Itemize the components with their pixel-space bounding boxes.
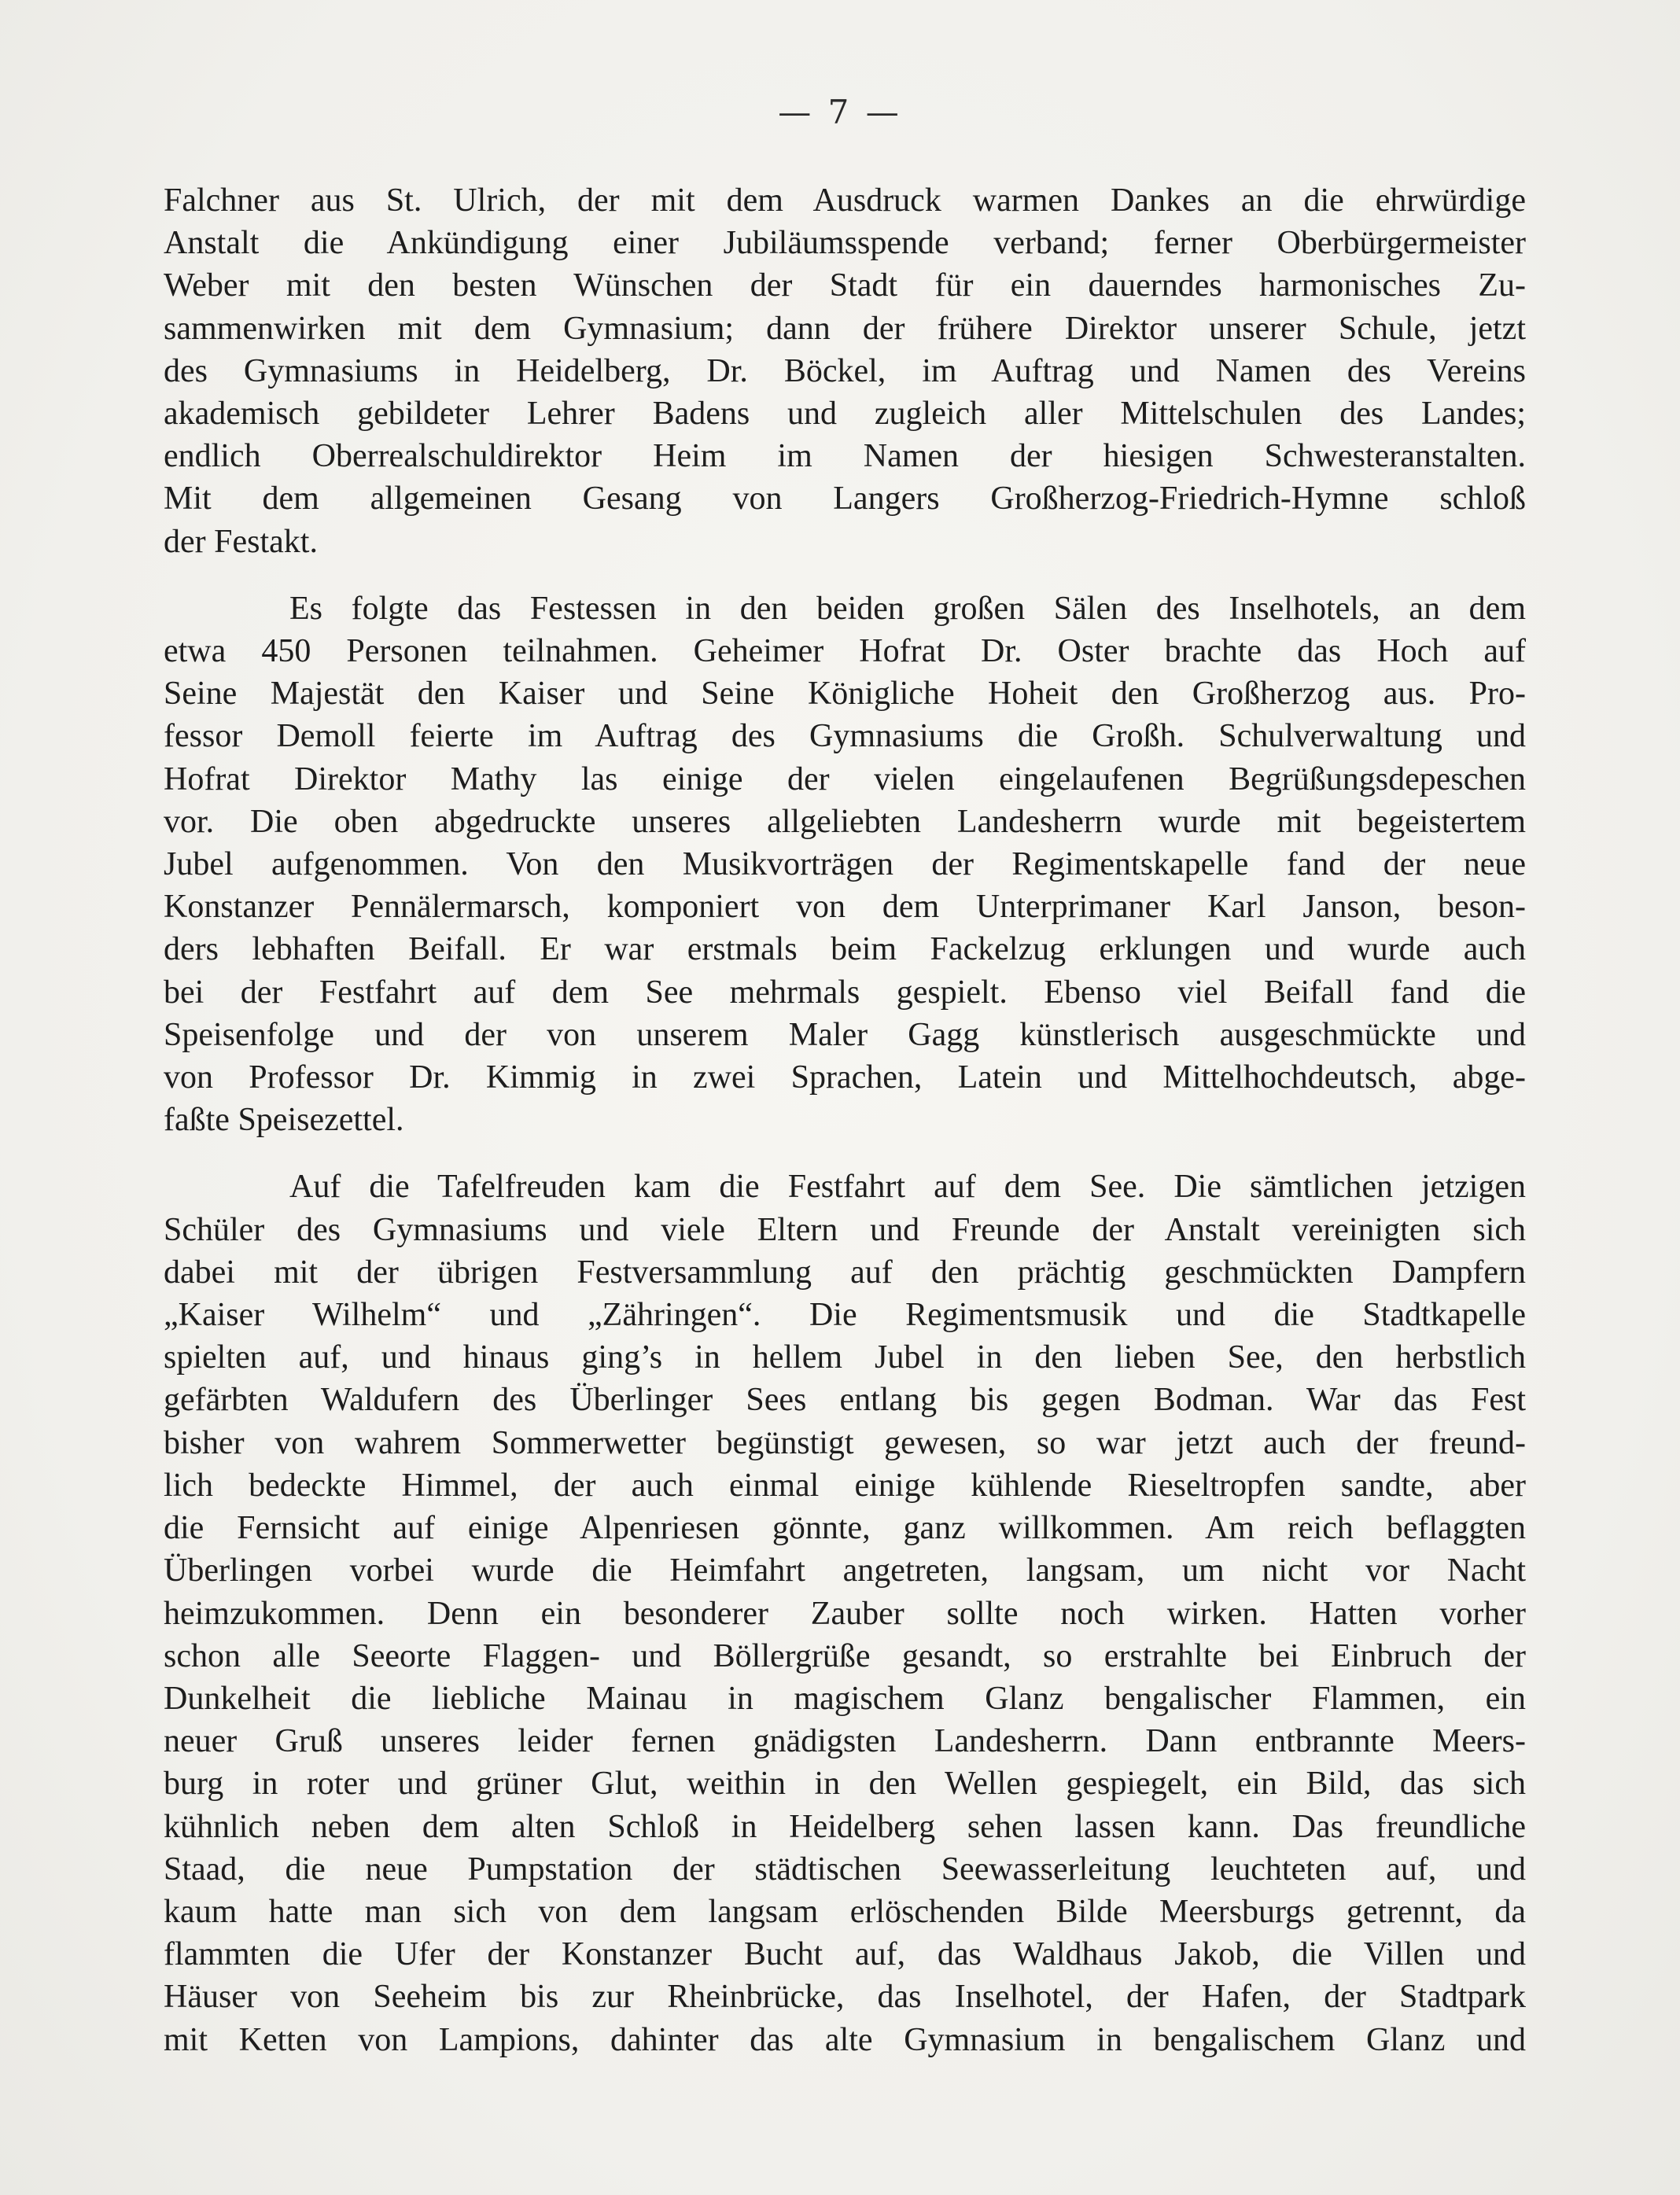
text-line: Mit dem allgemeinen Gesang von Langers Großherzog-Friedrich-Hymne schloß [164,481,1526,517]
text-line: sammenwirken mit dem Gymnasium; dann der frühere Direktor unserer Schule, jetzt [164,310,1526,347]
text-line: mit Ketten von Lampions, dahinter das alte Gymnasium in bengalischem Glanz und [164,2021,1526,2058]
text-line: burg in roter und grüner Glut, weithin in den Wellen gespiegelt, ein Bild, das sich [164,1766,1526,1803]
text-line: bisher von wahrem Sommerwetter begünstigt gewesen, so war jetzt auch der freund- [164,1424,1526,1461]
text-line: flammten die Ufer der Konstanzer Bucht auf, das Waldhaus Jakob, die Villen und [164,1936,1526,1973]
text-line: Hofrat Direktor Mathy las einige der vielen eingelaufenen Begrüßungsdepeschen [164,761,1526,797]
text-line: von Professor Dr. Kimmig in zwei Sprachen, Latein und Mittelhochdeutsch, abge- [164,1059,1526,1096]
text-line: „Kaiser Wilhelm“ und „Zähringen“. Die Regimentsmusik und die Stadtkapelle [164,1297,1526,1334]
text-line: ders lebhaften Beifall. Er war erstmals beim Fackelzug erklungen und wurde auch [164,931,1526,968]
text-line: Auf die Tafelfreuden kam die Festfahrt auf dem See. Die sämtlichen jetzigen [289,1169,1526,1206]
text-line: lich bedeckte Himmel, der auch einmal einige kühlende Rieseltropfen sandte, aber [164,1467,1526,1504]
text-line: endlich Oberrealschuldirektor Heim im Namen der hiesigen Schwesteranstalten. [164,438,1526,475]
text-line: etwa 450 Personen teilnahmen. Geheimer Hofrat Dr. Oster brachte das Hoch auf [164,633,1526,670]
text-line: Weber mit den besten Wünschen der Stadt für ein dauerndes harmonisches Zu- [164,267,1526,304]
page-number: — 7 — [778,93,902,131]
text-line: neuer Gruß unseres leider fernen gnädigsten Landesherrn. Dann entbrannte Meers- [164,1723,1526,1760]
paragraph-3 [164,1166,1526,2061]
text-line: kaum hatte man sich von dem langsam erlöschenden Bilde Meersburgs getrennt, da [164,1893,1526,1930]
paragraph-1 [164,179,1526,563]
text-line: Seine Majestät den Kaiser und Seine Königliche Hoheit den Großherzog aus. Pro- [164,676,1526,713]
text-line: Häuser von Seeheim bis zur Rheinbrücke, das Inselhotel, der Hafen, der Stadtpark [164,1979,1526,2016]
text-line: des Gymnasiums in Heidelberg, Dr. Böckel, im Auftrag und Namen des Vereins [164,352,1526,389]
text-line: Überlingen vorbei wurde die Heimfahrt angetreten, langsam, um nicht vor Nacht [164,1552,1526,1589]
text-line: faßte Speisezettel. [164,1102,404,1139]
text-line: dabei mit der übrigen Festversammlung auf den prächtig geschmückten Dampfern [164,1254,1526,1291]
text-line: Konstanzer Pennälermarsch, komponiert von dem Unterprimaner Karl Janson, beson- [164,889,1526,926]
text-line: Schüler des Gymnasiums und viele Eltern und Freunde der Anstalt vereinigten sich [164,1211,1526,1248]
paragraph-2 [164,587,1526,1142]
text-line: fessor Demoll feierte im Auftrag des Gymnasiums die Großh. Schulverwaltung und [164,718,1526,755]
text-line: die Fernsicht auf einige Alpenriesen gönnte, ganz willkommen. Am reich beflaggten [164,1510,1526,1547]
text-line: schon alle Seeorte Flaggen- und Böllergrüße gesandt, so erstrahlte bei Einbruch der [164,1637,1526,1674]
text-line: Dunkelheit die liebliche Mainau in magischem Glanz bengalischer Flammen, ein [164,1680,1526,1717]
text-line: Speisenfolge und der von unserem Maler Gagg künstlerisch ausgeschmückte und [164,1016,1526,1053]
text-line: gefärbten Waldufern des Überlinger Sees entlang bis gegen Bodman. War das Fest [164,1382,1526,1419]
text-line: akademisch gebildeter Lehrer Badens und zugleich aller Mittelschulen des Landes; [164,396,1526,433]
text-line: bei der Festfahrt auf dem See mehrmals gespielt. Ebenso viel Beifall fand die [164,974,1526,1011]
text-line: spielten auf, und hinaus ging’s in hellem Jubel in den lieben See, den herbstlich [164,1339,1526,1376]
text-line: vor. Die oben abgedruckte unseres allgeliebten Landesherrn wurde mit begeistertem [164,803,1526,840]
body-text [164,179,1526,2061]
text-line: Falchner aus St. Ulrich, der mit dem Ausdruck warmen Dankes an die ehrwürdige [164,182,1526,219]
text-line: Jubel aufgenommen. Von den Musikvorträgen der Regimentskapelle fand der neue [164,846,1526,883]
text-line: Anstalt die Ankündigung einer Jubiläumsspende verband; ferner Oberbürgermeister [164,225,1526,262]
text-line: kühnlich neben dem alten Schloß in Heidelberg sehen lassen kann. Das freundliche [164,1808,1526,1845]
text-line: heimzukommen. Denn ein besonderer Zauber sollte noch wirken. Hatten vorher [164,1595,1526,1632]
text-line: der Festakt. [164,523,318,560]
text-line: Es folgte das Festessen in den beiden großen Sälen des Inselhotels, an dem [289,590,1526,627]
text-line: Staad, die neue Pumpstation der städtischen Seewasserleitung leuchteten auf, und [164,1851,1526,1887]
